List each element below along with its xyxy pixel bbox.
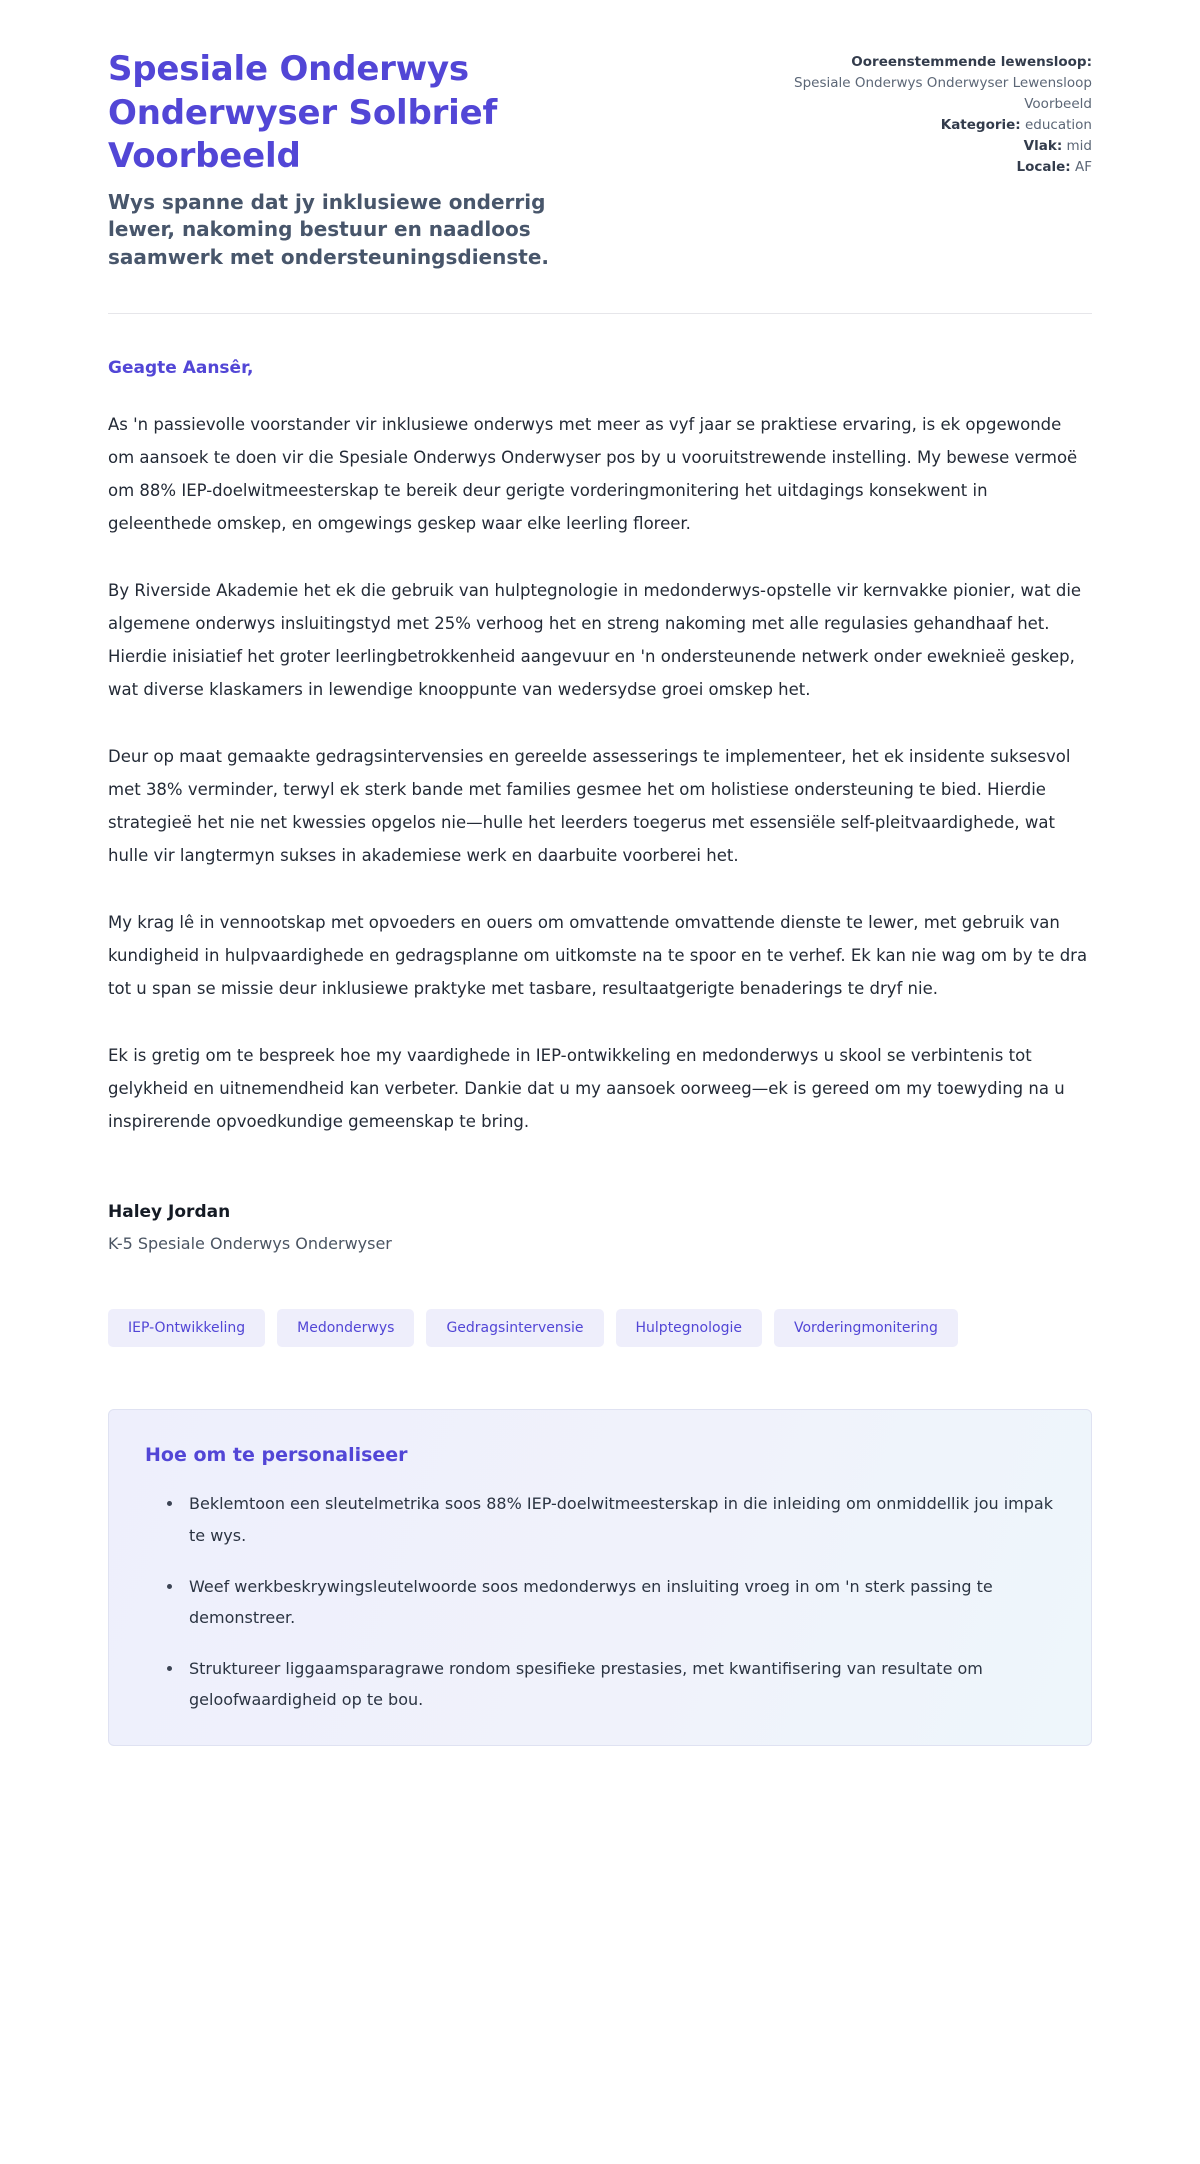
list-item: Beklemtoon een sleutelmetrika soos 88% IEP-doelwitmeesterskap in die inleiding om onmiddellik jou impak te wys. [167, 1488, 1055, 1550]
metadata-label-category: Kategorie: [940, 116, 1021, 133]
list-item: Struktureer liggaamsparagrawe rondom spesifieke prestasies, met kwantifisering van resultate om geloofwaardigheid op te bou. [167, 1653, 1055, 1715]
letter-paragraph-4: My krag lê in vennootskap met opvoeders en ouers om omvattende omvattende dienste te lewer, met gebruik van kundigheid in hulpvaardighede en gedragsplanne om uitkomste na te spoor en te verhef. Ek kan nie wag om by te dra tot u span se missie deur inklusiewe praktyke met tasbare, resultaatgerigte benaderings te dryf nie. [108, 913, 1088, 999]
letter-paragraph-5: Ek is gretig om te bespreek hoe my vaardighede in IEP-ontwikkeling en medonderwys u skool se verbintenis tot gelykheid en uitnemendheid kan verbeter. Dankie dat u my aansoek oorweeg—ek is gereed om my toewyding na u inspirerende opvoedkundige gemeenskap te bring. [108, 1046, 1065, 1132]
tag-chip[interactable]: IEP-Ontwikkeling [108, 1309, 265, 1347]
metadata-value-level: mid [1066, 137, 1092, 154]
page-subtitle: Wys spanne dat jy inklusiewe onderrig lewer, nakoming bestuur en naadloos saamwerk met ondersteuningsdienste. [108, 189, 549, 269]
signature-block [108, 1202, 1092, 1253]
metadata-label-resume: Ooreenstemmende lewensloop: [851, 54, 1092, 70]
page-header [108, 48, 1092, 271]
metadata-row-category [792, 115, 1092, 136]
metadata-row-locale [792, 157, 1092, 178]
tag-chip[interactable]: Vorderingmonitering [774, 1309, 958, 1347]
metadata-block [792, 48, 1092, 178]
metadata-label-level: Vlak: [1023, 137, 1063, 154]
header-text-block [108, 48, 668, 271]
letter-salutation: Geagte Aansêr, [108, 358, 254, 379]
letter-body [108, 314, 1092, 1253]
tag-chip[interactable]: Gedragsintervensie [426, 1309, 603, 1347]
letter-paragraph-2: By Riverside Akademie het ek die gebruik van hulptegnologie in medonderwys-opstelle vir kernvakke pionier, wat die algemene onderwys insluitingstyd met 25% verhoog het en streng nakoming met alle regulasies gehandhaaf het. Hierdie inisiatief het groter leerlingbetrokkenheid aangevuur en 'n ondersteunende netwerk onder eweknieë geskep, wat diverse klaskamers in lewendige knooppunte van wedersydse groei omskep het. [108, 581, 1082, 700]
metadata-row-level [792, 136, 1092, 157]
tag-chip[interactable]: Medonderwys [277, 1309, 414, 1347]
letter-paragraph-3: Deur op maat gemaakte gedragsintervensies en gereelde assesserings te implementeer, het ek insidente suksesvol met 38% verminder, terwyl ek sterk bande met families gesmee het om holistiese ondersteuning te bied. Hierdie strategieë het nie net kwessies opgelos nie—hulle het leerders toegerus met essensiële self-pleitvaardighede, wat hulle vir langtermyn sukses in akademiese werk en daarbuite voorberei het. [108, 747, 1071, 866]
signature-role: K-5 Spesiale Onderwys Onderwyser [108, 1234, 392, 1254]
tips-list [145, 1488, 1055, 1715]
letter-paragraph-1: As 'n passievolle voorstander vir inklusiewe onderwys met meer as vyf jaar se praktiese ervaring, is ek opgewonde om aansoek te doen vir die Spesiale Onderwys Onderwyser pos by u vooruitstrewende instelling. My bewese vermoë om 88% IEP-doelwitmeesterskap te bereik deur gerigte vorderingmonitering het uitdagings konsekwent in geleenthede omskep, en omgewings geskep waar elke leerling floreer. [108, 415, 1078, 534]
page-title: Spesiale Onderwys Onderwyser Solbrief Voorbeeld [108, 49, 498, 177]
metadata-label-locale: Locale: [1016, 158, 1071, 175]
metadata-value-category: education [1025, 116, 1092, 133]
tips-title: Hoe om te personaliseer [145, 1444, 408, 1467]
metadata-row-resume [792, 52, 1092, 115]
personalization-tips-panel [108, 1409, 1092, 1746]
tag-chip[interactable]: Hulptegnologie [616, 1309, 762, 1347]
metadata-value-locale: AF [1074, 158, 1092, 175]
tag-list [108, 1309, 1092, 1347]
metadata-value-resume: Spesiale Onderwys Onderwyser Lewensloop Voorbeeld [794, 74, 1092, 112]
signature-name: Haley Jordan [108, 1202, 231, 1223]
list-item: Weef werkbeskrywingsleutelwoorde soos medonderwys en insluiting vroeg in om 'n sterk passing te demonstreer. [167, 1571, 1055, 1633]
